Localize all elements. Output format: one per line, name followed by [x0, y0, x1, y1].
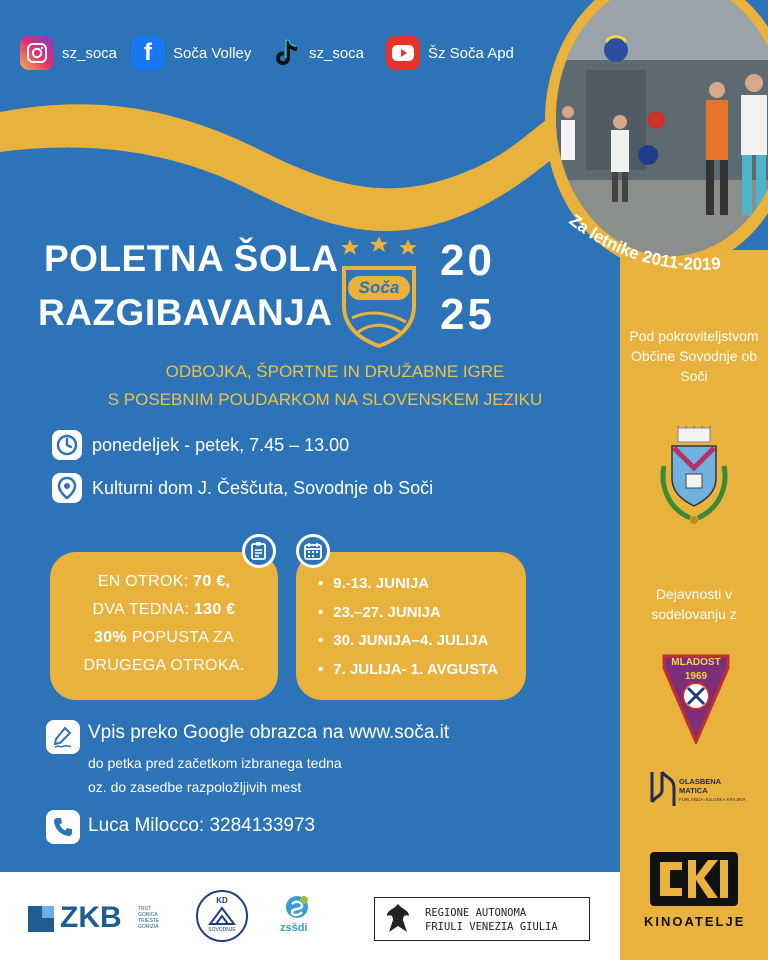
youtube-icon: [386, 36, 420, 70]
phone-icon: [46, 810, 80, 844]
price-value-1: 70 €,: [193, 573, 231, 590]
age-badge: [555, 190, 760, 290]
clock-icon: [52, 430, 82, 460]
zssdi-logo: [278, 894, 348, 944]
social-facebook[interactable]: [131, 36, 251, 70]
calendar-icon: [303, 541, 323, 561]
zkb-sub-4: GORIZIA: [138, 924, 159, 930]
discount-label-2: DRUGEGA OTROKA.: [83, 657, 245, 674]
social-label: Soča Volley: [173, 44, 252, 62]
cooperation-text: Dejavnosti v sodelovanju z: [651, 586, 737, 622]
date-item: • 23.–27. JUNIJA: [318, 599, 526, 628]
kd-emblem-icon: [208, 906, 236, 926]
date-item: • 30. JUNIJA–4. JULIJA: [318, 627, 526, 656]
price-box: [50, 552, 278, 700]
region-line-2: FRIULI VENEZIA GIULIA: [425, 921, 558, 933]
tiktok-icon: [271, 36, 301, 70]
social-label: sz_soca: [62, 44, 118, 62]
registration-deadline-1: do petka pred začetkom izbranega tedna: [88, 755, 342, 771]
kd-bottom: SOVODNJE: [208, 927, 236, 933]
price-label-2: DVA TEDNA:: [92, 601, 194, 618]
clipboard-badge: [242, 534, 276, 568]
mladost-year: 1969: [684, 671, 708, 682]
region-line-1: REGIONE AUTONOMA: [425, 907, 527, 919]
social-youtube[interactable]: [386, 36, 514, 70]
social-tiktok[interactable]: [271, 36, 364, 70]
eagle-icon: [385, 902, 411, 936]
year-top: 20: [440, 236, 495, 285]
place-text: Kulturni dom J. Češčuta, Sovodnje ob Soči: [92, 477, 434, 498]
schedule-place: [52, 473, 433, 503]
zkb-logo: [28, 901, 178, 938]
patron-text: Pod pokroviteljstvom Občine Sovodnje ob Soči: [629, 328, 759, 384]
date-item: • 9.-13. JUNIJA: [318, 570, 526, 599]
instagram-icon: [20, 36, 54, 70]
kinoatelje-icon: [648, 850, 740, 908]
price-label-1: EN OTROK:: [97, 573, 194, 590]
facebook-icon: f: [131, 36, 165, 70]
kinoatelje-logo: [644, 850, 744, 934]
location-pin-icon: [52, 473, 82, 503]
schedule-time: [52, 430, 349, 460]
kd-sovodnje-logo: [196, 890, 248, 942]
clipboard-icon: [249, 541, 269, 561]
zssdi-icon: [284, 894, 310, 924]
soca-logo: [338, 236, 420, 348]
calendar-badge: [296, 534, 330, 568]
mladost-logo: [662, 654, 730, 744]
date-item: • 7. JULIJA- 1. AVGUSTA: [318, 656, 526, 685]
title-line-2: RAZGIBAVANJA: [38, 292, 333, 333]
year-bottom: 25: [440, 290, 495, 339]
contact-phone[interactable]: Luca Milocco: 3284133973: [88, 815, 316, 836]
footer-sponsors: [0, 872, 620, 960]
social-label: sz_soca: [309, 44, 365, 62]
subtitle-line-1: ODBOJKA, ŠPORTNE IN DRUŽABNE IGRE: [165, 362, 505, 381]
sovodnje-coat-of-arms: [656, 426, 732, 532]
title-line-1: POLETNA ŠOLA: [44, 238, 339, 279]
zkb-text: ZKB: [60, 901, 122, 934]
price-value-2: 130 €: [193, 601, 236, 618]
social-label: Šz Soča Apd: [428, 44, 514, 62]
logo-text: Soča: [348, 276, 410, 300]
dates-box: [296, 552, 526, 700]
zssdi-text: zsšdi: [280, 922, 308, 934]
registration-main: Vpis preko Google obrazca na www.soča.it: [88, 722, 450, 743]
signature-icon: [46, 720, 80, 754]
time-text: ponedeljek - petek, 7.45 – 13.00: [92, 434, 350, 455]
glasbena-line-2: MATICA: [679, 786, 708, 795]
kinoatelje-text: KINOATELJE: [644, 914, 746, 929]
discount-label: POPUSTA ZA: [126, 629, 234, 646]
discount-value: 30%: [94, 629, 127, 646]
registration-deadline-2: oz. do zasedbe razpoložljivih mest: [88, 779, 302, 795]
mladost-name: MLADOST: [671, 657, 721, 668]
svg-text:Za letnike 2011-2019: [566, 211, 721, 274]
zkb-sub-3: TRIESTE: [138, 918, 160, 924]
glasbena-line-1: GLASBENA: [679, 777, 722, 786]
kd-top: KD: [216, 896, 228, 905]
glasbena-line-3: FURLANIJA-JULIJSKA KRAJINA: [679, 797, 746, 802]
social-instagram[interactable]: [20, 36, 117, 70]
zkb-sub-1: TRST: [138, 906, 152, 912]
glasbena-matica-logo: [648, 768, 748, 808]
subtitle-line-2: S POSEBNIM POUDARKOM NA SLOVENSKEM JEZIKU: [107, 390, 543, 409]
glasbena-matica-icon: [648, 768, 678, 808]
region-fvg-logo: [374, 897, 590, 941]
zkb-sub-2: GORICA: [138, 912, 158, 918]
age-badge-text: Za letnike 2011-2019: [565, 210, 722, 274]
